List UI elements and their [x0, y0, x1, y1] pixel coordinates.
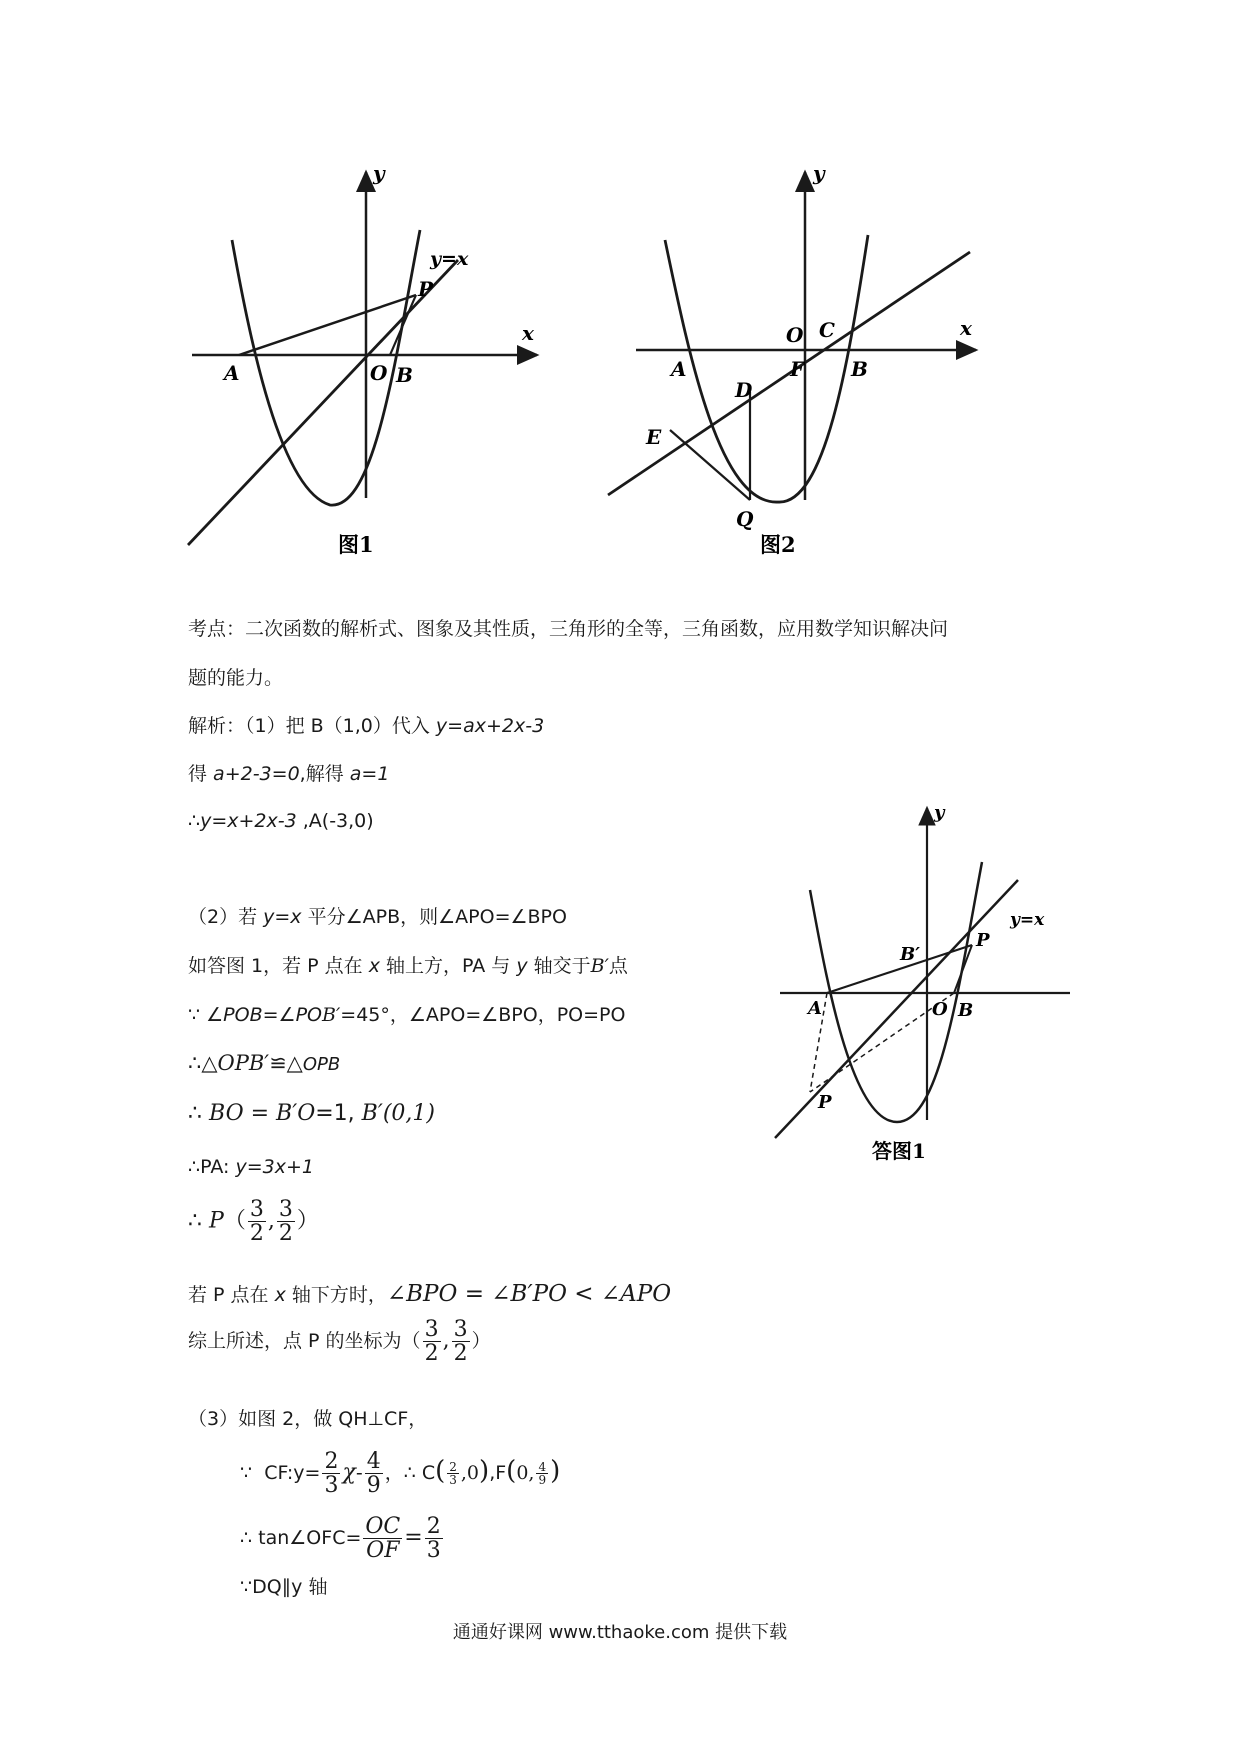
paren-left: （	[223, 1208, 246, 1234]
fraction	[447, 1461, 459, 1487]
label-E: E	[646, 425, 662, 449]
because-symbol: ∵	[240, 1576, 253, 1598]
below-line	[188, 1283, 671, 1306]
dq-line	[240, 1578, 327, 1597]
label-C: C	[819, 318, 835, 342]
fraction-denominator: 2	[424, 1341, 439, 1367]
because-symbol: ∵	[240, 1462, 253, 1485]
case-x: x	[368, 955, 380, 977]
part-2-line	[188, 908, 567, 927]
segment-AP	[239, 295, 416, 355]
fraction	[365, 1450, 383, 1497]
fraction-numerator: 3	[249, 1197, 264, 1222]
label-P-upper: P	[976, 930, 990, 951]
fraction-numerator: 4	[538, 1459, 547, 1474]
bo-point: B′(0,1)	[361, 1101, 435, 1126]
label-A: A	[671, 357, 687, 381]
label-B: B	[851, 357, 868, 381]
case-y: y	[516, 955, 528, 977]
because-symbol: ∵	[188, 1004, 201, 1026]
jiexi-line	[188, 717, 544, 736]
point-p: P	[209, 1208, 224, 1234]
label-A: A	[808, 998, 822, 1019]
fraction-denominator: 2	[453, 1341, 468, 1367]
congruent-symbol: ≌△	[269, 1051, 303, 1075]
case-b-prime: B′	[590, 955, 609, 977]
paren-right: ）	[296, 1208, 319, 1234]
triangle-1-name: OPB′	[217, 1051, 270, 1075]
fraction-denominator: 2	[278, 1221, 293, 1247]
cf-c-coord: ,0	[460, 1462, 480, 1485]
tan-line	[240, 1515, 445, 1562]
kaodian-line-1: 考点：二次函数的解析式、图象及其性质，三角形的全等，三角函数，应用数学知识解决问	[188, 618, 949, 640]
answer-figure-1	[740, 800, 1080, 1180]
label-B-prime: B′	[900, 944, 920, 965]
because-rest: =45°，∠APO=∠BPO，PO=PO	[340, 1004, 626, 1026]
fraction-numerator: 3	[278, 1197, 293, 1222]
bo-equation: BO = B′O	[209, 1101, 316, 1126]
label-Q: Q	[736, 507, 754, 531]
label-P-lower: P	[818, 1092, 832, 1113]
triangle-2-name: OPB	[302, 1054, 341, 1075]
answer-figure-1-caption: 答图1	[872, 1139, 926, 1163]
segment-BP	[390, 295, 416, 355]
fraction-numerator: 3	[424, 1317, 439, 1342]
label-O: O	[932, 999, 948, 1020]
cf-f-coord: 0,	[516, 1462, 535, 1485]
cf-minus: -	[355, 1462, 363, 1485]
label-B: B	[958, 1000, 974, 1021]
solve-a-text-1: 得	[188, 763, 214, 785]
pa-line	[188, 1158, 314, 1177]
therefore-symbol: ∴	[188, 1156, 201, 1178]
fraction	[363, 1515, 402, 1562]
result-1-point: ,A(-3,0)	[296, 810, 374, 832]
cf-prefix: CF:y=	[264, 1462, 321, 1485]
below-x: x	[274, 1284, 286, 1306]
therefore-symbol: ∴	[188, 1051, 202, 1075]
parabola	[232, 230, 420, 505]
fraction-denominator: 3	[426, 1538, 441, 1564]
solve-a-line	[188, 765, 389, 784]
case-text-3: 轴交于	[527, 955, 591, 977]
p-coords-line	[188, 1198, 319, 1245]
segment-BP-upper	[954, 945, 972, 993]
below-text-1: 若 P 点在	[188, 1284, 275, 1306]
bo-line	[188, 1103, 435, 1125]
cf-chi: χ	[342, 1460, 356, 1486]
pa-equation: y=3x+1	[235, 1156, 314, 1178]
fraction	[322, 1450, 340, 1497]
fraction	[248, 1198, 266, 1245]
fraction-numerator: 2	[426, 1514, 441, 1539]
cf-f-label: ,F	[489, 1462, 507, 1485]
label-O: O	[370, 361, 388, 385]
equals: =	[404, 1525, 423, 1551]
result-1-line	[188, 812, 374, 831]
fraction	[425, 1515, 443, 1562]
fraction-numerator: 2	[324, 1449, 339, 1474]
bo-result: =1,	[315, 1101, 362, 1126]
because-angle: ∠POB=∠PO	[206, 1004, 322, 1026]
tan-prefix: tan∠OFC=	[258, 1527, 362, 1550]
result-1-equation: y=x+2x-3	[200, 810, 297, 832]
label-D: D	[735, 378, 753, 402]
fraction	[277, 1198, 295, 1245]
below-text-2: 轴下方时，	[285, 1284, 387, 1306]
therefore-symbol: ∴	[240, 1527, 253, 1550]
fraction-numerator: 2	[449, 1459, 457, 1474]
figure-1-caption: 图1	[338, 532, 374, 557]
label-y-axis: y	[934, 802, 945, 823]
cf-line: ∵ CF:y= $\frac{2}{3}$ χ- $\frac{4}{9}$ ，∴ C( $\frac{2}{3}$ ,0),F(0, $\frac{4}{9}$ )	[240, 1449, 561, 1499]
case-line	[188, 957, 628, 976]
label-A: A	[224, 361, 240, 385]
therefore-symbol: ∴	[188, 1101, 202, 1126]
part-2-equation: y=x	[263, 906, 302, 928]
label-y-axis: y	[373, 161, 385, 185]
paren-right: ）	[471, 1330, 491, 1353]
line-CF	[608, 252, 970, 495]
fraction-numerator: 3	[453, 1317, 468, 1342]
figure-2	[600, 160, 990, 560]
jiexi-equation: y=ax+2x-3	[435, 715, 545, 737]
fraction-denominator: 3	[449, 1473, 457, 1488]
footer-text: 通通好课网 www.tthaoke.com 提供下载	[452, 1622, 788, 1643]
fraction-denominator: 9	[538, 1473, 547, 1488]
kaodian-line-2: 题的能力。	[188, 667, 284, 689]
fraction	[423, 1318, 441, 1365]
cf-c-label: ，∴ C	[384, 1462, 436, 1485]
fraction-denominator: OF	[366, 1538, 400, 1564]
jiexi-prefix: 解析：（1）把 B（1,0）代入	[188, 715, 436, 737]
paren-left: （	[401, 1330, 421, 1353]
fraction-denominator: 3	[324, 1473, 339, 1499]
label-F: F	[790, 357, 805, 381]
label-P: P	[418, 277, 434, 301]
summary-line	[188, 1318, 491, 1365]
fraction	[452, 1318, 470, 1365]
case-text-2: 轴上方，PA 与	[379, 955, 517, 977]
below-equation: ∠BPO = ∠B′PO < ∠APO	[386, 1281, 672, 1307]
therefore-symbol: ∴	[188, 1208, 202, 1234]
case-text-1: 如答图 1，若 P 点在	[188, 955, 369, 977]
label-O: O	[786, 323, 804, 347]
case-text-4: 点	[608, 955, 628, 977]
label-x-axis: x	[960, 316, 972, 340]
because-line	[188, 1006, 625, 1025]
label-y-axis: y	[813, 161, 825, 185]
solve-a-result: a=1	[349, 763, 390, 785]
label-line: y=x	[430, 248, 469, 270]
parabola	[665, 235, 868, 502]
part-3-line: （3）如图 2，做 QH⊥CF，	[188, 1408, 428, 1430]
label-x-axis: x	[522, 321, 534, 345]
dq-text: DQ∥y 轴	[252, 1576, 328, 1598]
label-line: y=x	[1010, 910, 1045, 930]
solve-a-equation: a+2-3=0	[213, 763, 300, 785]
solve-a-text-2: ,解得	[299, 763, 350, 785]
segment-EQ	[670, 430, 750, 500]
congruence-line	[188, 1053, 340, 1074]
fraction-numerator: 4	[366, 1449, 381, 1474]
fraction	[536, 1461, 548, 1487]
fraction-numerator: OC	[365, 1514, 401, 1539]
fraction-denominator: 9	[366, 1473, 381, 1499]
summary-text: 综上所述，点 P 的坐标为	[188, 1330, 402, 1353]
triangle-1: △	[201, 1051, 218, 1075]
figure-2-caption: 图2	[760, 532, 796, 557]
comma: ,	[267, 1208, 275, 1234]
pa-prefix: PA:	[200, 1156, 236, 1178]
fraction-denominator: 2	[249, 1221, 264, 1247]
comma: ,	[442, 1328, 450, 1354]
therefore-symbol: ∴	[188, 810, 201, 832]
figure-1	[180, 160, 560, 560]
label-B: B	[396, 363, 413, 387]
part-2-text-2: 平分∠APB，则∠APO=∠BPO	[301, 906, 567, 928]
part-2-text-1: （2）若	[188, 906, 264, 928]
because-b-prime: B′	[322, 1004, 341, 1026]
